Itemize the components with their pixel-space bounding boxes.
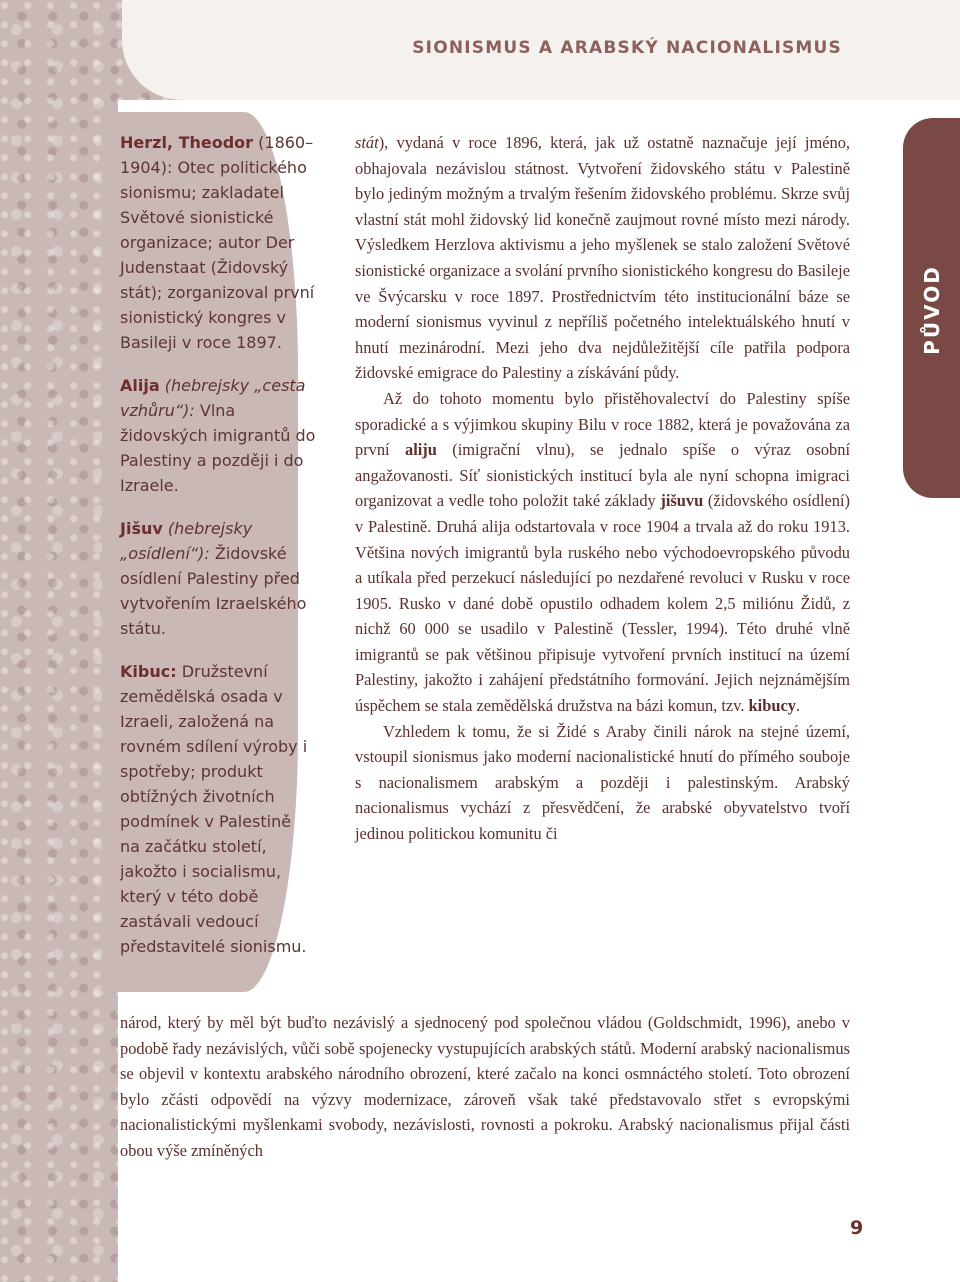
glossary-definition: Družstevní zemědělská osada v Izraeli, založená na rovném sdílení výroby i spotřeby; produkt obtížných životních podmínek v Palestině na začátku století, jakožto i socialismu, který v této době zastávali vedoucí představitelé sionismu. — [120, 662, 308, 956]
glossary-entry-jisuv — [120, 516, 316, 641]
glossary-definition: (1860–1904): Otec politického sionismu; zakladatel Světové sionistické organizace; autor Der Judenstaat (Židovský stát); zorganizoval první sionistický kongres v Basileji v roce 1897. — [120, 133, 315, 352]
main-column — [355, 130, 850, 847]
glossary-gloss: (hebrejsky „osídlení“): — [120, 519, 253, 563]
full-width-paragraph — [120, 1010, 850, 1164]
paragraph-text: národ, který by měl být buďto nezávislý a sjednocený pod společnou vládou (Goldschmidt, 1996), anebo v podobě řady nezávislých, vůči sobě spojenecky vystupujících arabských států. Moderní arabský nacionalismus se objevil v kontextu arabského národního obrození, které začalo na konci osmnáctého století. Toto obrození bylo zčásti odpovědí na výzvy modernizace, zároveň však také představovalo střet s evropskými nacionalistickými myšlenkami svobody, nezávislosti, rovnosti a pokroku. Arabský nacionalismus přijal části obou výše zmíněných — [120, 1013, 850, 1160]
glossary-definition: Vlna židovských imigrantů do Palestiny a později i do Izraele. — [120, 401, 316, 495]
glossary-term: Herzl, Theodor — [120, 133, 254, 152]
paragraph-text: ), vydaná v roce 1896, která, jak už ostatně naznačuje její jméno, obhajovala nezávislou státnost. Vytvoření židovského státu v Palestině bylo jediným možným a trvalým řešením židovského problému. Skrze svůj vlastní stát mohl židovský lid konečně zaujmout rovné místo mezi národy. Výsledkem Herzlova aktivismu a jeho myšlenek se stalo založení Světové sionistické organizace a svolání prvního sionistického kongresu do Basileje ve Švýcarsku v roce 1897. Prostřednictvím této institucionální báze se moderní sionismus vyvinul z nepříliš početného intelektuálského hnutí v hnutí mezinárodní. Mezi jeho dva nejdůležitější cíle patřila podpora židovské emigrace do Palestiny a získávání půdy. — [355, 133, 850, 383]
keyword-aliju: aliju — [405, 440, 437, 460]
section-tab-text: PŮVOD — [920, 265, 945, 355]
paragraph-2 — [355, 386, 850, 719]
glossary-definition: Židovské osídlení Palestiny před vytvořením Izraelského státu. — [120, 544, 307, 638]
glossary-entry-kibuc — [120, 659, 316, 959]
paragraph-1 — [355, 130, 850, 386]
paragraph-text: (imigrační vlnu), se jednalo spíše o výraz osobní angažovanosti. Síť sionistických institucí byla ale nyní schopna imigraci organizovat a vedle toho položit také základy — [355, 440, 850, 511]
paragraph-text: Až do tohoto momentu bylo přistěhovalectví do Palestiny spíše sporadické a s výjimkou skupiny Bilu v roce 1882, která je považována za první — [355, 388, 850, 460]
keyword-kibucy: kibucy — [748, 696, 796, 716]
glossary-entry-herzl — [120, 130, 316, 355]
paragraph-text: . — [795, 696, 801, 716]
glossary-term: Kibuc: — [120, 662, 177, 681]
running-header-title: SIONISMUS A ARABSKÝ NACIONALISMUS — [412, 38, 842, 58]
glossary-gloss: (hebrejsky „cesta vzhůru“): — [120, 376, 306, 420]
paragraph-text: Vzhledem k tomu, že si Židé s Araby činili nárok na stejné území, vstoupil sionismus jako moderní nacionalistické hnutí do přímého souboje s nacionalismem arabským a později i palestinským. Arabský nacionalismus vychází z přesvědčení, že arabské obyvatelstvo tvoří jedinou politickou komunitu či — [355, 721, 850, 844]
paragraph-text: (židovského osídlení) v Palestině. Druhá alija odstartovala v roce 1904 a trvala až do roku 1913. Většina nových imigrantů byla ruského nebo východoevropského původu a utíkala před perzekucí následující po nezdařené revoluci v Rusku v roce 1905. Rusko v dané době opustilo odhadem kolem 2,5 miliónu Židů, z nichž 60 000 se usadilo v Palestině (Tessler, 1994). Této druhé vlně imigrantů se pak většinou připisuje vytvoření prvních institucí na území Palestiny, jakožto i zahájení předstátního formování. Jejich nejznámějším úspěchem se stala zemědělská družstva na bázi komun, tzv. — [355, 491, 851, 716]
glossary-entry-alija — [120, 373, 316, 498]
glossary-term: Alija — [120, 376, 160, 395]
glossary-term: Jišuv — [120, 519, 163, 538]
section-tab-label — [904, 250, 960, 370]
italic-word: stát — [355, 133, 379, 152]
page-number: 9 — [850, 1217, 864, 1239]
glossary — [120, 130, 316, 977]
paragraph-3 — [355, 719, 850, 847]
keyword-jisuvu: jišuvu — [660, 491, 704, 511]
